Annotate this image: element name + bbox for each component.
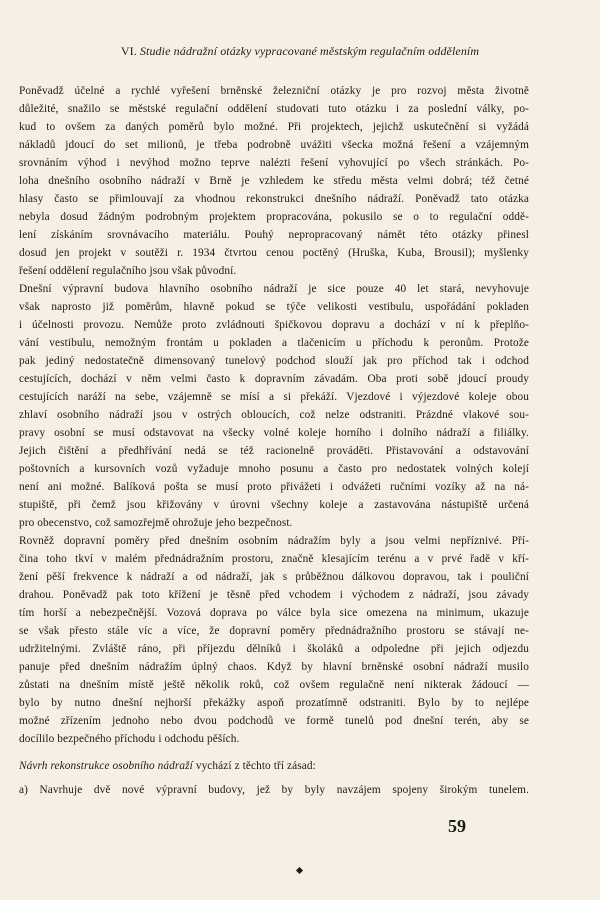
- text-line: tím horší a nebezpečnější. Vozová doprava po válce byla sice omezena na minimum, ukazuje: [19, 607, 529, 619]
- text-line: čina toho tkví v malém přednádražním prostoru, značně klesajícím terénu a v prvé řadě v kří-: [19, 553, 529, 565]
- text-line: možné zřízením jednoho nebo dvou podchodů ve formě tunelů pod dnešní terén, aby se: [19, 715, 529, 727]
- text-line: důležité, snažilo se městské regulační oddělení studovati tuto otázku i za poslední války, po-: [19, 103, 529, 115]
- text-line: nebyla dosud žádným podrobným projektem propracována, pokusilo se o to regulační oddě-: [19, 211, 529, 223]
- text-line: pak jediný nedostatečně dimensovaný tunelový podchod slouží jak pro příchod tak i odchod: [19, 355, 529, 367]
- text-line: není ani možné. Balíková pošta se musí proto přivážeti i odvážeti ručními vozíky až na ná-: [19, 481, 529, 493]
- text-line: řešení oddělení regulačního jsou však původní.: [19, 265, 237, 277]
- paragraph-4: [19, 757, 529, 775]
- text-line: hlasy často se přimlouvají za vhodnou rekonstrukci dnešního nádraží. Poněvadž tato otázka: [19, 193, 529, 205]
- text-line: cestujících, dochází v něm velmi často k dopravním závadám. Oba proti sobě jdoucí proudy: [19, 373, 529, 385]
- section-heading: [20, 44, 580, 59]
- text-line: Rovněž dopravní poměry před dnešním osobním nádražím byly a jsou velmi nepříznivé. Pří-: [19, 535, 529, 547]
- body-text: [19, 82, 529, 799]
- text-line: zhlaví osobního nádraží jsou v ostrých obloucích, což nelze odstraniti. Prázdné vlakové sou-: [19, 409, 529, 421]
- paragraph-1: [19, 82, 529, 280]
- text-line: pravy osobní se musí odstavovat na všecky volné koleje horního i dolního nádraží a filiálky.: [19, 427, 529, 439]
- section-number: VI.: [120, 44, 137, 58]
- paragraph-3: [19, 532, 529, 748]
- proposal-lead: Návrh rekonstrukce osobního nádraží: [19, 760, 193, 772]
- text-line: drahou. Poněvadž pak toto křížení je těsně před vchodem i východem z nádraží, jsou závady: [19, 589, 529, 601]
- page-number: 59: [448, 816, 466, 836]
- text-line: poštovních a kursovních vozů vyžaduje mnoho posunu a často pro nedostatek volných kolejí: [19, 463, 529, 475]
- text-line: cestujících naráží na sebe, vzájemně se mísí a si překáží. Vjezdové i výjezdové koleje obou: [19, 391, 529, 403]
- text-line: nákladů jdoucí do set milionů, je třeba podrobně uvážiti všecka možná řešení a vzájemným: [19, 139, 529, 151]
- ornament-mark: [296, 867, 303, 874]
- text-line: však naprosto již poměrům, hlavně pokud se týče velikosti vestibulu, uspořádání pokladen: [19, 301, 529, 313]
- text-line: docílilo bezpečného příchodu i odchodu pěších.: [19, 733, 240, 745]
- text-line: bylo by nutno dnešní nejhorší překážky aspoň prozatímně odstraniti. Bylo by to nejlépe: [19, 697, 529, 709]
- text-line: Poněvadž účelné a rychlé vyřešení brněnské železniční otázky je pro rozvoj města životně: [19, 85, 529, 97]
- text-line: pro obecenstvo, což samozřejmě ohrožuje jeho bezpečnost.: [19, 517, 293, 529]
- paragraph-5: a) Navrhuje dvě nové výpravní budovy, jež by byly navzájem spojeny širokým tunelem.: [19, 784, 529, 796]
- text-line: loha dnešního osobního nádraží v Brně je vzhledem ke středu města velmi dobrá; též četné: [19, 175, 529, 187]
- proposal-lead-rest: vychází z těchto tří zásad:: [192, 760, 316, 772]
- paragraph-2: [19, 280, 529, 532]
- text-line: vání vestibulu, nemožným frontám u pokladen a tlačenicím u příchodu k peronům. Protože: [19, 337, 529, 349]
- text-line: stupiště, při čemž jsou křižovány v úrovni všechny koleje a zastavována nástupiště určená: [19, 499, 529, 511]
- text-line: kud to ovšem za daných poměrů bylo možné. Při projektech, jejichž uskutečnění si vyžádá: [19, 121, 529, 133]
- section-title: Studie nádražní otázky vypracované městským regulačním oddělením: [139, 44, 480, 58]
- text-line: dosud jen projekt v soutěži r. 1934 čtvrtou cenou poctěný (Hruška, Kuba, Brousil); myšlenky: [19, 247, 529, 259]
- text-line: udržitelnými. Zvláště ráno, při příjezdu dělníků i školáků a odpoledne při jejich odjezdu: [19, 643, 529, 655]
- text-line: Jejich čištění a předhřívání nedá se též racionelně prováděti. Přistavování a odstavování: [19, 445, 529, 457]
- text-line: lení získáním srovnávacího materiálu. Pouhý nepropracovaný námět této otázky přinesl: [19, 229, 529, 241]
- text-line: i účelnosti provozu. Nemůže proto zvládnouti špičkovou dopravu a dochází v ní k přeplňo-: [19, 319, 529, 331]
- text-line: Dnešní výpravní budova hlavního osobního nádraží je sice pouze 40 let stará, nevyhovuje: [19, 283, 529, 295]
- text-line: panuje před dnešním nádražím úplný chaos. Když by hlavní brněnské osobní nádraží musilo: [19, 661, 529, 673]
- text-line: žení pěší frekvence k nádraží a od nádraží, jak s průběžnou dálkovou dopravou, tak i pouliční: [19, 571, 529, 583]
- text-line: zůstati na dnešním místě ještě několik roků, což ovšem regulačně není nikterak žádoucí —: [19, 679, 529, 691]
- text-line: srovnáním výhod i nevýhod možno teprve nalézti řešení vyhovující po všech stránkách. Po-: [19, 157, 529, 169]
- text-line: se však přesto stále víc a více, že dopravní poměry přednádražního prostoru se stávají ne-: [19, 625, 529, 637]
